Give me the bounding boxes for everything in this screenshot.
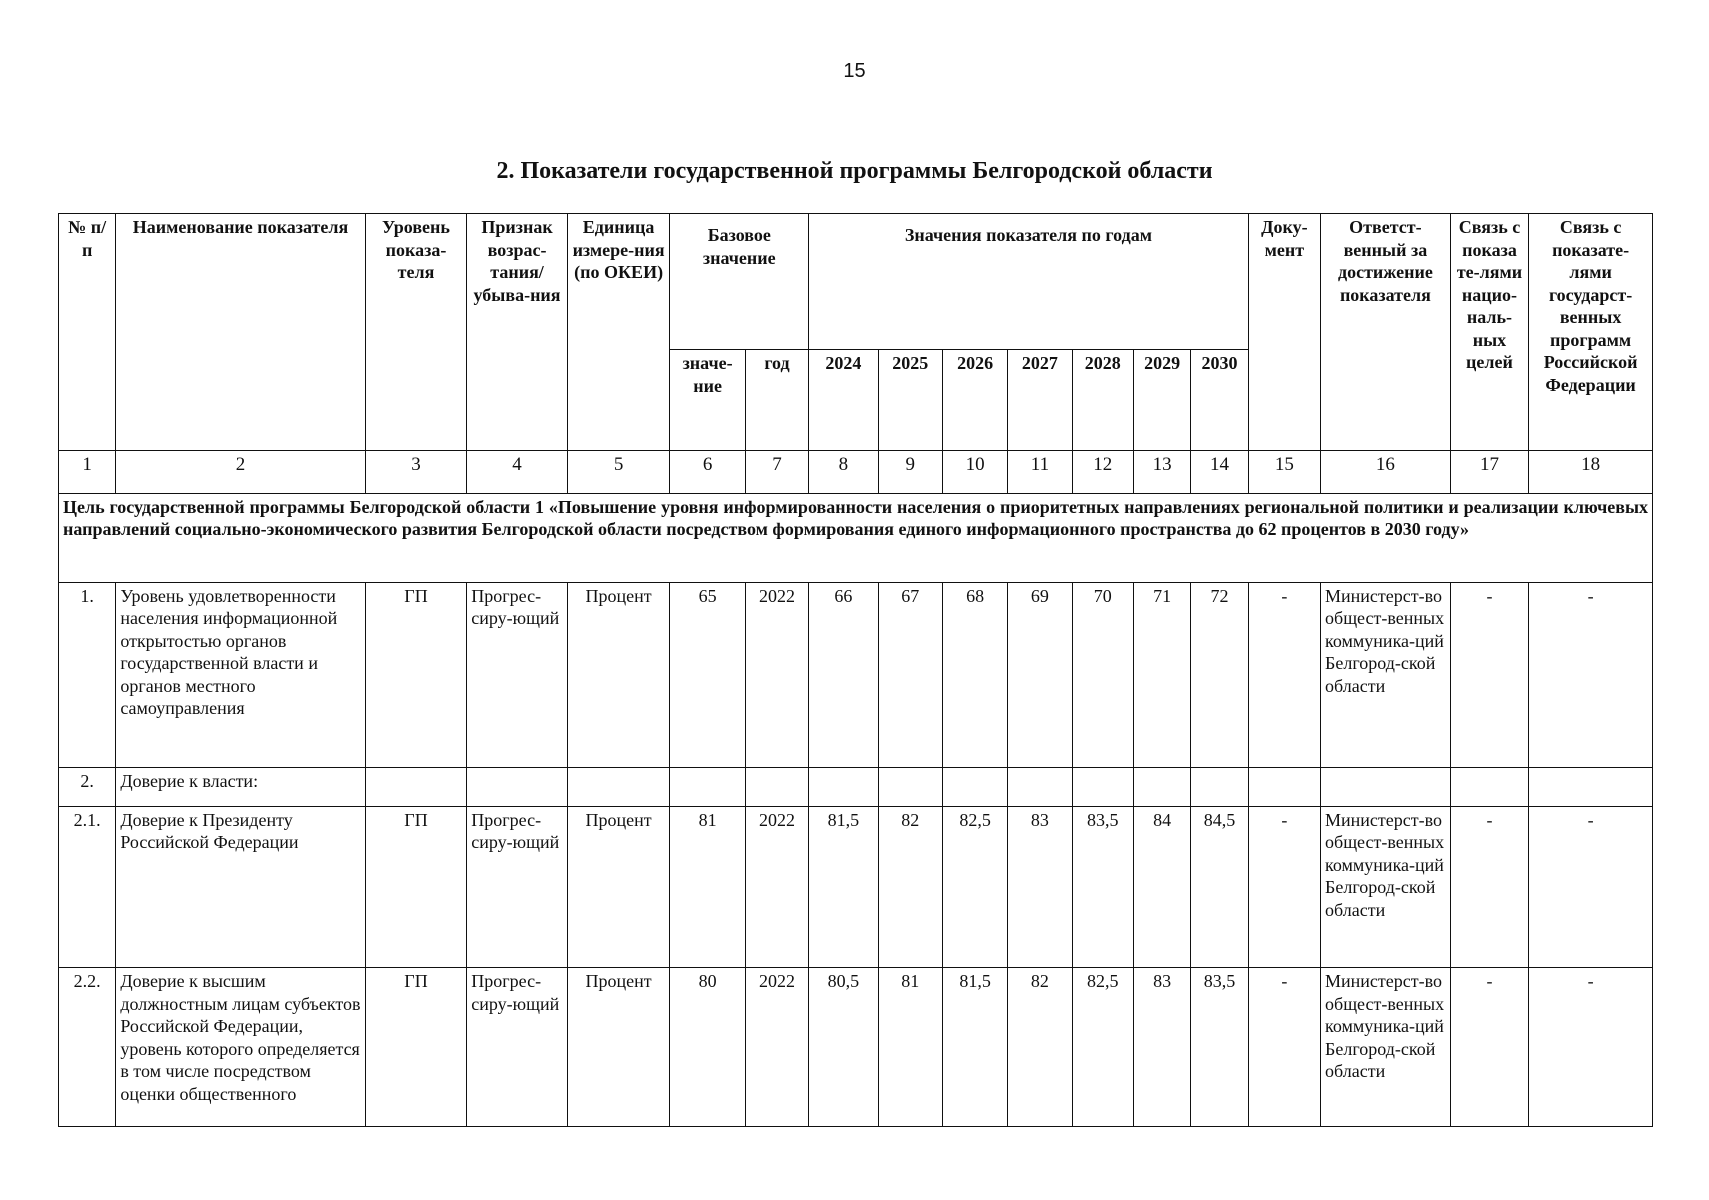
column-number: 4 [467, 451, 568, 493]
indicators-table [58, 213, 1653, 1127]
indicator-level: ГП [365, 806, 467, 968]
indicator-trend: Прогрес-сиру-ющий [467, 582, 568, 768]
value-2026: 82,5 [942, 806, 1007, 968]
column-number: 11 [1008, 451, 1072, 493]
responsible-cell: Министерст-во общест-венных коммуника-ций Белгород-ской области [1321, 806, 1451, 968]
value-2027: 83 [1008, 806, 1072, 968]
value-2026: 68 [942, 582, 1007, 768]
column-number: 8 [809, 451, 878, 493]
column-number: 14 [1191, 451, 1248, 493]
program-goal: Цель государственной программы Белгородской области 1 «Повышение уровня информированности населения о приоритетных направлениях региональной политики и реализации ключевых направлений социально-экономического развития Белгородской области посредством формирования единого информационного пространства до 62 процентов в 2030 году» [59, 493, 1653, 582]
responsible-cell: Министерст-во общест-венных коммуника-ций Белгород-ской области [1321, 968, 1451, 1127]
indicator-name: Доверие к высшим должностным лицам субъектов Российской Федерации, уровень которого определяется в том числе посредством оценки общественного [116, 968, 365, 1127]
column-number: 3 [365, 451, 467, 493]
header-level: Уровень показа-теля [365, 214, 467, 451]
column-number: 18 [1529, 451, 1653, 493]
header-base: Базовое значение [670, 214, 809, 350]
table-row [59, 768, 1653, 806]
header-link-national: Связь с показа те-лями нацио-наль-ных целей [1450, 214, 1528, 451]
indicator-level: ГП [365, 968, 467, 1127]
header-no: № п/п [59, 214, 116, 451]
column-number: 16 [1321, 451, 1451, 493]
document-cell: - [1248, 806, 1320, 968]
table-row [59, 582, 1653, 768]
value-2028: 70 [1072, 582, 1133, 768]
header-unit: Единица измере-ния (по ОКЕИ) [567, 214, 670, 451]
page-number: 15 [843, 60, 866, 82]
goal-row [59, 493, 1653, 582]
document-cell: - [1248, 582, 1320, 768]
header-base-year: год [745, 350, 808, 451]
table-row [59, 968, 1653, 1127]
document-cell: - [1248, 968, 1320, 1127]
link-federal-cell: - [1529, 968, 1653, 1127]
value-2025: 82 [878, 806, 942, 968]
indicator-unit: Процент [567, 806, 670, 968]
value-2024: 80,5 [809, 968, 878, 1127]
value-2029: 83 [1133, 968, 1190, 1127]
value-2027: 69 [1008, 582, 1072, 768]
column-number: 17 [1450, 451, 1528, 493]
link-federal-cell: - [1529, 582, 1653, 768]
header-year-2027: 2027 [1008, 350, 1072, 451]
column-numbers-row [59, 451, 1653, 493]
value-2025: 67 [878, 582, 942, 768]
value-2030: 72 [1191, 582, 1248, 768]
header-responsible: Ответст-венный за достижение показателя [1321, 214, 1451, 451]
header-year-2029: 2029 [1133, 350, 1190, 451]
value-2029: 71 [1133, 582, 1190, 768]
base-year: 2022 [745, 582, 808, 768]
column-number: 12 [1072, 451, 1133, 493]
column-number: 9 [878, 451, 942, 493]
column-number: 2 [116, 451, 365, 493]
indicator-level: ГП [365, 582, 467, 768]
table-row [59, 806, 1653, 968]
column-number: 10 [942, 451, 1007, 493]
indicator-unit: Процент [567, 968, 670, 1127]
indicator-trend: Прогрес-сиру-ющий [467, 968, 568, 1127]
value-2030: 83,5 [1191, 968, 1248, 1127]
responsible-cell: Министерст-во общест-венных коммуника-ций Белгород-ской области [1321, 582, 1451, 768]
base-value: 80 [670, 968, 745, 1127]
row-number: 2.1. [59, 806, 116, 968]
indicator-name: Уровень удовлетворенности населения информационной открытостью органов государственной власти и органов местного самоуправления [116, 582, 365, 768]
header-year-2028: 2028 [1072, 350, 1133, 451]
indicator-name: Доверие к Президенту Российской Федерации [116, 806, 365, 968]
indicator-name: Доверие к власти: [116, 768, 365, 806]
header-by-years: Значения показателя по годам [809, 214, 1248, 350]
column-number: 15 [1248, 451, 1320, 493]
base-value: 81 [670, 806, 745, 968]
base-year: 2022 [745, 968, 808, 1127]
column-number: 13 [1133, 451, 1190, 493]
value-2028: 83,5 [1072, 806, 1133, 968]
value-2029: 84 [1133, 806, 1190, 968]
header-name: Наименование показателя [116, 214, 365, 451]
header-row [59, 214, 1653, 350]
document-title: 2. Показатели государственной программы Белгородской области [496, 158, 1213, 184]
column-number: 7 [745, 451, 808, 493]
column-number: 6 [670, 451, 745, 493]
link-national-cell: - [1450, 806, 1528, 968]
value-2030: 84,5 [1191, 806, 1248, 968]
link-national-cell: - [1450, 968, 1528, 1127]
header-year-2025: 2025 [878, 350, 942, 451]
header-year-2026: 2026 [942, 350, 1007, 451]
row-number: 2. [59, 768, 116, 806]
header-link-federal: Связь с показате-лями государст-венных программ Российской Федерации [1529, 214, 1653, 451]
column-number: 5 [567, 451, 670, 493]
link-federal-cell: - [1529, 806, 1653, 968]
header-year-2030: 2030 [1191, 350, 1248, 451]
indicator-unit: Процент [567, 582, 670, 768]
row-number: 1. [59, 582, 116, 768]
header-trend: Признак возрас-тания/ убыва-ния [467, 214, 568, 451]
value-2024: 81,5 [809, 806, 878, 968]
base-year: 2022 [745, 806, 808, 968]
value-2027: 82 [1008, 968, 1072, 1127]
header-document: Доку-мент [1248, 214, 1320, 451]
header-base-value: значе-ние [670, 350, 745, 451]
header-year-2024: 2024 [809, 350, 878, 451]
link-national-cell: - [1450, 582, 1528, 768]
base-value: 65 [670, 582, 745, 768]
value-2026: 81,5 [942, 968, 1007, 1127]
value-2025: 81 [878, 968, 942, 1127]
value-2024: 66 [809, 582, 878, 768]
indicator-trend: Прогрес-сиру-ющий [467, 806, 568, 968]
value-2028: 82,5 [1072, 968, 1133, 1127]
row-number: 2.2. [59, 968, 116, 1127]
column-number: 1 [59, 451, 116, 493]
